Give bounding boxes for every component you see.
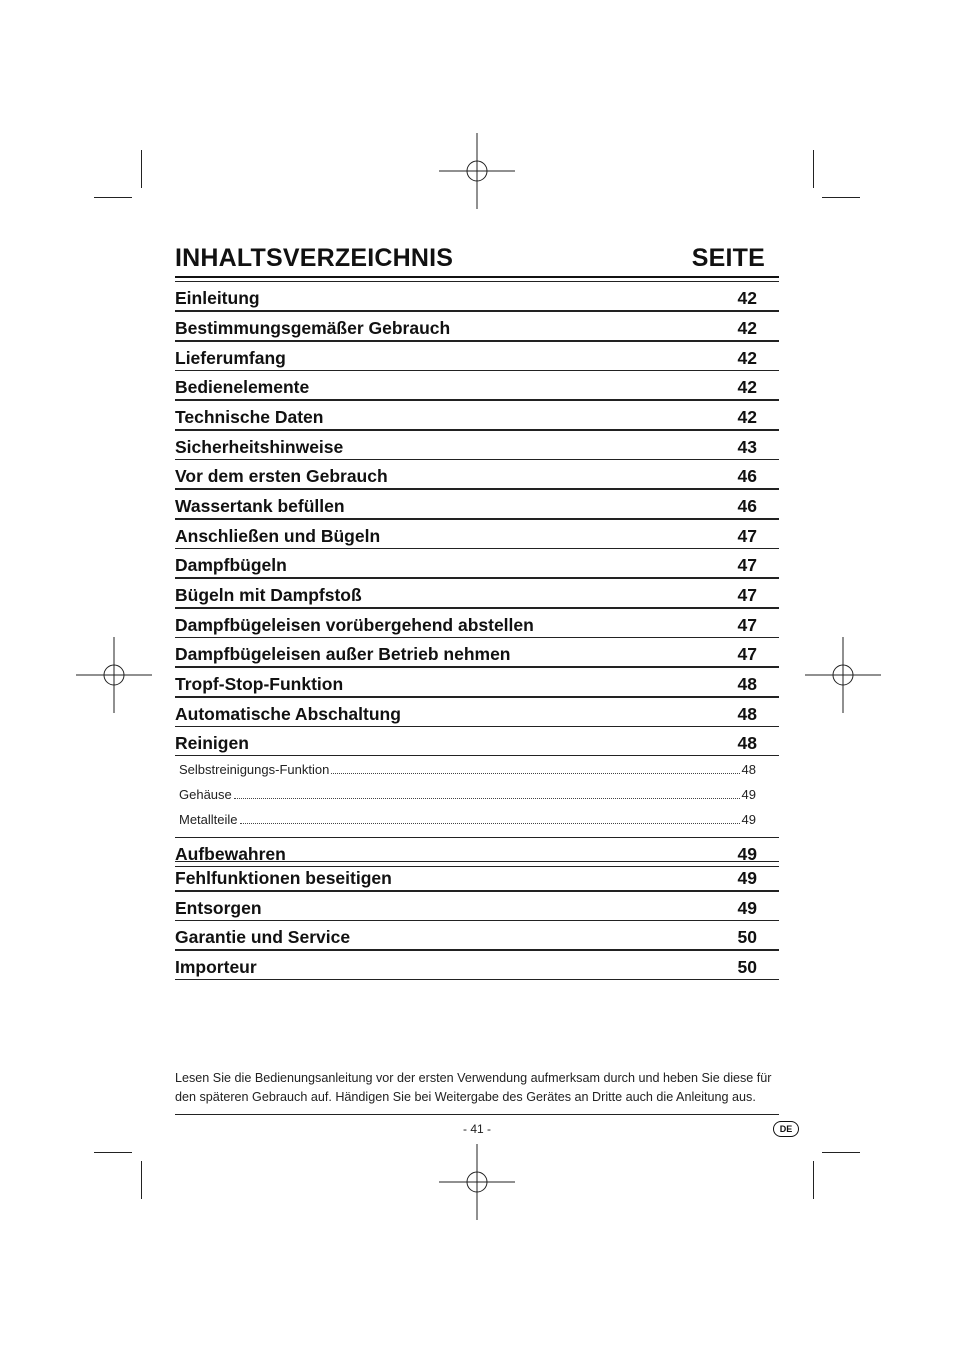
page-column-label: SEITE: [691, 244, 765, 272]
toc-entry[interactable]: [175, 956, 779, 980]
crop-mark: [94, 1152, 132, 1153]
toc-subentry-page: 48: [741, 762, 756, 777]
crop-mark: [141, 150, 142, 188]
registration-mark-icon: [803, 635, 883, 715]
toc-subentry[interactable]: [179, 762, 756, 780]
toc-entry-page: 48: [737, 674, 757, 694]
toc-entry-page: 49: [737, 844, 757, 864]
toc-entry-label: Dampfbügeln: [175, 555, 287, 575]
toc-entry[interactable]: [175, 584, 779, 608]
toc-entry-page: 42: [737, 318, 757, 338]
toc-subentry-page: 49: [741, 787, 756, 802]
toc-entry-page: 48: [737, 704, 757, 724]
crop-mark: [822, 197, 860, 198]
toc-entry-label: Garantie und Service: [175, 927, 351, 947]
toc-entry[interactable]: [175, 465, 779, 489]
toc-subentry-label: Selbstreinigungs-Funktion: [179, 762, 330, 777]
toc-subentry-page: 49: [741, 812, 756, 827]
page-title: INHALTSVERZEICHNIS: [175, 244, 454, 272]
toc-entry-label: Reinigen: [175, 733, 249, 753]
divider: [175, 1114, 779, 1115]
language-badge: DE: [773, 1121, 799, 1137]
toc-subentry[interactable]: [179, 787, 756, 805]
toc-entry-page: 48: [737, 733, 757, 753]
toc-entry[interactable]: [175, 926, 779, 950]
toc-entry-page: 47: [737, 555, 757, 575]
toc-entry[interactable]: [175, 495, 779, 519]
toc-entry-page: 49: [737, 868, 757, 888]
toc-entry[interactable]: [175, 732, 779, 756]
toc-entry-label: Dampfbügeleisen außer Betrieb nehmen: [175, 644, 511, 664]
toc-subentry-label: Metallteile: [179, 812, 238, 827]
toc-entry-label: Bestimmungsgemäßer Gebrauch: [175, 318, 451, 338]
toc-entry[interactable]: [175, 376, 779, 400]
toc-entry-page: 47: [737, 644, 757, 664]
toc-entry-label: Dampfbügeleisen vorübergehend abstellen: [175, 615, 534, 635]
toc-entry[interactable]: [175, 673, 779, 697]
toc-entry[interactable]: [175, 554, 779, 578]
toc-entry[interactable]: [175, 897, 779, 921]
toc-entry-page: 43: [737, 437, 757, 457]
dot-leader: [234, 798, 740, 799]
toc-entry-label: Vor dem ersten Gebrauch: [175, 466, 388, 486]
page-number: - 41 -: [462, 1122, 491, 1136]
crop-mark: [141, 1161, 142, 1199]
toc-entry-page: 46: [737, 466, 757, 486]
toc-entry-page: 50: [737, 957, 757, 977]
toc-entry-label: Bedienelemente: [175, 377, 310, 397]
toc-entry[interactable]: [175, 347, 779, 371]
toc-entry-label: Entsorgen: [175, 898, 262, 918]
toc-entry[interactable]: [175, 317, 779, 341]
toc-entry[interactable]: [175, 287, 779, 311]
crop-mark: [813, 150, 814, 188]
toc-subentry[interactable]: [179, 812, 756, 830]
toc-entry-page: 50: [737, 927, 757, 947]
toc-entry[interactable]: [175, 614, 779, 638]
toc-entry-page: 42: [737, 348, 757, 368]
toc-entry-label: Anschließen und Bügeln: [175, 526, 381, 546]
toc-entry[interactable]: [175, 703, 779, 727]
toc-entry-label: Importeur: [175, 957, 257, 977]
dot-leader: [240, 823, 740, 824]
toc-entry-page: 47: [737, 526, 757, 546]
toc-entry-label: Wassertank befüllen: [175, 496, 345, 516]
toc-entry-label: Einleitung: [175, 288, 260, 308]
toc-entry-label: Technische Daten: [175, 407, 324, 427]
toc-entry[interactable]: [175, 525, 779, 549]
registration-mark-icon: [437, 1142, 517, 1222]
crop-mark: [813, 1161, 814, 1199]
toc-entry[interactable]: [175, 867, 779, 891]
toc-entry-label: Sicherheitshinweise: [175, 437, 344, 457]
toc-entry-label: Fehlfunktionen beseitigen: [175, 868, 392, 888]
toc-entry-label: Bügeln mit Dampfstoß: [175, 585, 362, 605]
toc-entry[interactable]: [175, 436, 779, 460]
toc-subentry-label: Gehäuse: [179, 787, 232, 802]
crop-mark: [822, 1152, 860, 1153]
usage-note: Lesen Sie die Bedienungsanleitung vor der ersten Verwendung aufmerksam durch und heben Sie diese für den späteren Gebrauch auf. Händigen Sie bei Weitergabe des Gerätes an Dritte auch die Anleitung aus.: [175, 1071, 772, 1104]
toc-entry[interactable]: [175, 843, 779, 867]
toc-entry[interactable]: [175, 643, 779, 667]
registration-mark-icon: [437, 131, 517, 211]
toc-entry-page: 49: [737, 898, 757, 918]
toc-entry-label: Aufbewahren: [175, 844, 286, 864]
toc-entry-page: 47: [737, 585, 757, 605]
toc-entry-page: 47: [737, 615, 757, 635]
toc-entry-page: 42: [737, 288, 757, 308]
toc-entry-label: Tropf-Stop-Funktion: [175, 674, 344, 694]
toc-entry-label: Automatische Abschaltung: [175, 704, 401, 724]
toc-entry-label: Lieferumfang: [175, 348, 286, 368]
toc-entry-page: 46: [737, 496, 757, 516]
registration-mark-icon: [74, 635, 154, 715]
dot-leader: [331, 773, 739, 774]
toc-heading: [175, 244, 779, 278]
toc-entry-page: 42: [737, 407, 757, 427]
crop-mark: [94, 197, 132, 198]
toc-entry[interactable]: [175, 406, 779, 430]
toc-entry-page: 42: [737, 377, 757, 397]
